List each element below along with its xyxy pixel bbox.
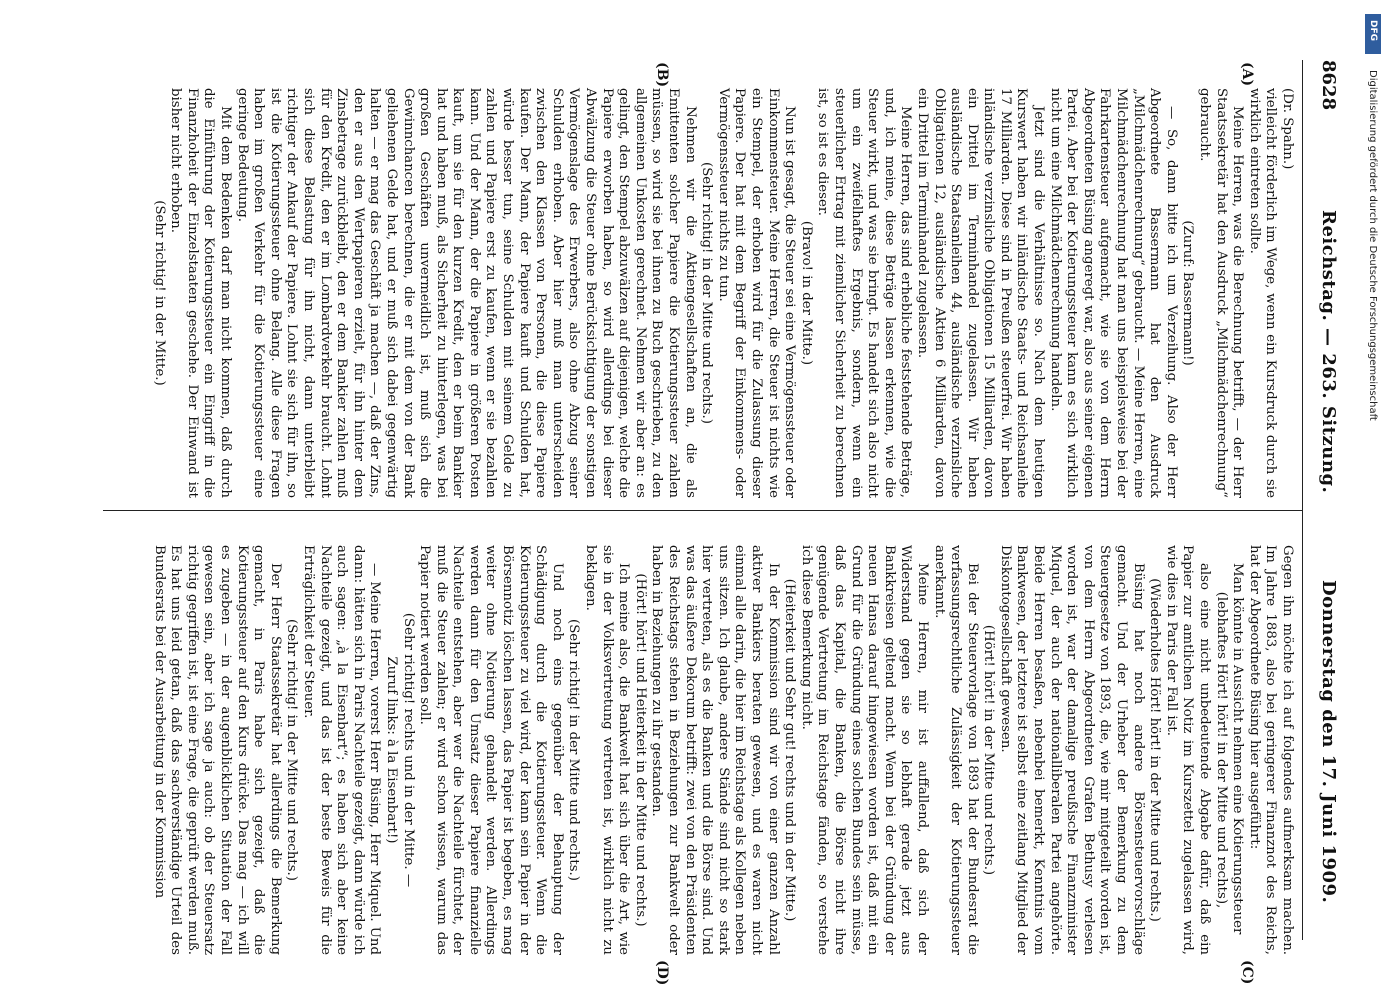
paragraph: Und noch eins gegenüber der Behauptung der Schädigung durch die Kotierungssteuer. Wenn die Kotierungssteuer zu viel wird, der kann sein Papier in der Börsennotiz löschen lassen, das Papier ist begeben, es mag weiter ohne Notierung gehandelt werden. Allerdings werden dann für den Umsatz dieser Papiere finanzielle Nachteile entstehen, aber wer die Nachteile fürchtet, der muß die Steuer zahlen; er wird schon wissen, warum das Papier notiert werden soll. (417, 545, 565, 955)
page-header (1309, 60, 1345, 960)
interjection: (Heiterkeit und Sehr gut! rechts und in der Mitte.) (782, 578, 798, 922)
interjection: (Zuruf: Bassermann!) (1180, 220, 1196, 366)
interjection: (Sehr richtig! in der Mitte.) (151, 200, 167, 386)
paragraph: Meine Herren, was die Berechnung betrifft, — der Herr Staatssekretär hat den Ausdruck „Milchmädchenrechnung“ gebraucht. (1197, 88, 1246, 498)
interjection: (Sehr richtig! in der Mitte und rechts.) (284, 619, 300, 881)
paragraph: Mit dem Bedenken darf man nicht kommen, daß durch die Einführung der Kotierungssteuer ein Eingriff in die Finanzhoheit der Einzelstaaten geschehe. Der Einwand ist bisher nicht erhoben. (168, 88, 233, 498)
header-rule (1302, 60, 1303, 940)
margin-mark-c: (C) (1239, 960, 1255, 985)
paragraph: — Meine Herren, vorerst Herr Büsing, Herr Miquel. Und dann: hätten sich in Paris Nachteile gezeigt, dann würde ich auch sagen: „à la Eisenbart“; es haben sich aber keine Nachteile gezeigt, und das ist der beste Beweis für die Erträglichkeit der Steuer. (300, 545, 383, 955)
page-number: 8628 (1318, 60, 1339, 111)
right-column (150, 545, 1295, 955)
interjection: (lebhaftes Hört! hört! in der Mitte und rechts), (1213, 591, 1229, 909)
paragraph: Meine Herren, mir ist auffallend, daß sich der Widerstand gegen sie so lebhaft gerade jetzt aus Bankkreisen geltend macht. Wenn bei der Gründung der neuen Hansa darauf hingewiesen worden ist, daß mit ein Grund für die Gründung eines solchen Bundes sein müsse, daß das Kapital, die Banken, die Börse nicht ihre genügende Vertretung im Reichstage fänden, so verstehe ich diese Bemerkung nicht. (798, 545, 930, 955)
paragraph: Ich meine also, die Bankwelt hat sich über die Art, wie sie in der Volksvertretung vertreten ist, wirklich nicht zu beklagen. (583, 545, 632, 955)
digitization-credit: Digitalisierung gefördert durch die Deutsche Forschungsgemeinschaft (1367, 70, 1378, 421)
paragraph: Der Herr Staatssekretär hat allerdings die Bemerkung gemacht, in Paris habe sich gezeigt, daß die Kotierungssteuer auf den Kurs drücke. Das mag — ich will es zugeben — in der augenblicklichen Situation der Fall gewesen sein, aber ich sage ja auch: ob der Steuersatz richtig gegriffen ist, ist eine Frage, die geprüft werden muß. Es hat uns leid getan, daß das sachverständige Urteil des Bundesrats bei der Ausarbeitung in der Kommission (151, 545, 283, 955)
paragraph: (Dr. Spahn.) (1280, 88, 1295, 170)
left-column (150, 88, 1295, 498)
margin-mark-b: (B) (654, 62, 670, 88)
paragraph: Büsing hat noch andere Börsensteuervorschläge gemacht. Und der Urheber der Bemerkung zu dem Steuergesetze von 1893, die, wie mir mitgeteilt worden ist, von dem Herrn Abgeordneten Grafen Bethusy verlesen worden ist, war der damalige preußische Finanzminister Miquel, der auch der nationalliberalen Partei angehörte. Beide Herren besaßen, nebenbei bemerkt, Kenntnis vom Bankwesen, der letztere ist selbst eine zeitlang Mitglied der Diskontogesellschaft gewesen. (997, 545, 1146, 955)
paragraph: Bei der Steuervorlage von 1893 hat der Bundesrat die verfassungsrechtliche Zulässigkeit der Kotierungssteuer anerkannt. (931, 545, 980, 955)
paragraph: — So, dann bitte ich um Verzeihung. Also der Herr Abgeordnete Bassermann hat den Ausdruck „Milchmädchenrechnung“ gebraucht. — Meine Herren, eine Milchmädchenrechnung hat man uns beispielsweise bei der Fahrkartensteuer aufgemacht, wie sie von dem Herrn Abgeordneten Büsing angeregt war, also aus seiner eigenen Partei. Aber bei der Kotierungssteuer kann es sich wirklich nicht um eine Milchmädchenrechnung handeln. (1047, 88, 1179, 498)
interjection: (Hört! hört! und Heiterkeit in der Mitte und rechts.) (632, 573, 648, 927)
paragraph: Gegen ihn möchte ich auf folgendes aufmerksam machen. Im Jahre 1883, also bei geringerer Finanznot des Reichs, hat der Abgeordnete Büsing hier ausgeführt: (1246, 545, 1295, 955)
paragraph: Meine Herren, das sind erhebliche feststehende Beträge, und, ich meine, diese Beträge lassen erkennen, wie die Steuer wirkt, und was sie bringt. Es handelt sich also nicht um ein zweifelhaftes Ergebnis, sondern, wenn ein steuerlicher Ertrag mit ziemlicher Sicherheit zu berechnen ist, so ist es dieser. (815, 88, 914, 498)
paragraph: Nehmen wir die Aktiengesellschaften an, die als Emittenten solcher Papiere die Kotierungssteuer zahlen müssen, so wird sie bei ihnen zu Buch geschrieben, zu den allgemeinen Unkosten gerechnet. Nehmen wir aber an: es gelingt, den Stempel abzuwälzen auf diejenigen, welche die Papiere erworben haben, so wird allerdings bei dieser Abwälzung die Steuer ohne Berücksichtigung der sonstigen Vermögenslage des Erwerbers, also ohne Abzug seiner Schulden erhoben. Aber hier muß man unterscheiden zwischen den Klassen von Personen, die diese Papiere kaufen. Der Mann, der Papiere kauft und Schulden hat, würde besser tun, seine Schulden mit seinem Gelde zu zahlen und Papiere erst zu kaufen, wenn er sie bezahlen kann. Und der Mann, der die Papiere in größeren Posten kauft, um sie für den kurzen Kredit, den er beim Bankier hat und haben muß, als Sicherheit zu hinterlegen, was bei großen Geschäften unvermeidlich ist, muß sich die Gewinnchancen berechnen, die er mit dem von der Bank geliehenen Gelde hat, und er muß sich dabei gegenwärtig halten — er mag das Geschäft ja machen —, daß der Zins, den er aus den Wertpapieren erzielt, für ihn hinter dem Zinsbetrage zurückbleibt, den er dem Bankier zahlen muß für den Kredit, den er im Lombardverkehr braucht. Lohnt sich diese Belastung für ihn nicht, dann unterbleibt richtiger der Ankauf der Papiere. Lohnt sie sich für ihn, so ist die Kotierungssteuer ohne Belang. Alle diese Fragen haben im großen Verkehr für die Kotierungssteuer eine geringe Bedeutung. (234, 88, 698, 498)
interjection: Zuruf links: à la Eisenbart!) (383, 656, 399, 844)
interjection: (Wiederholtes Hört! hört! in der Mitte und rechts.) (1147, 578, 1163, 922)
dfg-logo: DFG (1365, 14, 1381, 54)
interjection: (Sehr richtig! in der Mitte und rechts.) (566, 619, 582, 881)
paragraph: Man könnte in Aussicht nehmen eine Kotierungssteuer (1230, 563, 1246, 935)
margin-mark-d: (D) (654, 960, 670, 986)
paragraph: In der Kommission sind wir von einer ganzen Anzahl aktiver Bankiers beraten gewesen, und es waren nicht einmal alle darin, die hier im Reichstage als Kollegen neben uns sitzen. Ich glaube, andere Stände sind nicht so stark hier vertreten, als es die Banken und die Börse sind. Und was das äußere Dekorum betrifft: zwei von den Präsidenten des Reichstags stehen in Beziehungen zur Bankwelt oder haben in Beziehungen zu ihr gestanden. (649, 545, 781, 955)
paragraph: vielleicht förderlich im Wege, wenn ein Kursdruck durch sie wirklich eintreten sollte. (1246, 88, 1279, 498)
margin-mark-a: (A) (1239, 62, 1255, 87)
interjection: (Sehr richtig! rechts und in der Mitte. — (400, 612, 416, 888)
column-divider (103, 510, 1303, 511)
paragraph: Nun ist gesagt, die Steuer sei eine Vermögenssteuer oder Einkommensteuer. Meine Herren, die Steuer ist nichts wie ein Stempel, der erhoben wird für die Zulassung dieser Papiere. Der hat mit dem Begriff der Einkommens- oder Vermögenssteuer nichts zu tun. (715, 88, 798, 498)
interjection: (Hört! hört! in der Mitte und rechts.) (981, 624, 997, 876)
session-date: Donnerstag den 17. Juni 1909. (1318, 580, 1339, 904)
interjection: (Bravo! in der Mitte.) (798, 220, 814, 366)
paragraph: Jetzt sind die Verhältnisse so. Nach dem heutigen Kurswert haben wir inländische Staats- und Reichsanleihe 17 Milliarden. Diese sind in Preußen steuerfrei. Wir haben inländische verzinsliche Obligationen 15 Milliarden, davon ein Drittel im Terminhandel zugelassen. Wir haben ausländische Staatsanleihen 44, ausländische verzinsliche Obligationen 12, ausländische Aktien 6 Milliarden, davon ein Drittel im Terminhandel zugelassen. (914, 88, 1047, 498)
paragraph: also eine nicht unbedeutende Abgabe dafür, daß ein Papier zur amtlichen Notiz im Kurszettel zugelassen wird, wie dies in Paris der Fall ist. (1163, 545, 1213, 955)
interjection: (Sehr richtig! in der Mitte und rechts.) (699, 162, 715, 424)
session-title: Reichstag. — 263. Sitzung. (1318, 210, 1339, 494)
